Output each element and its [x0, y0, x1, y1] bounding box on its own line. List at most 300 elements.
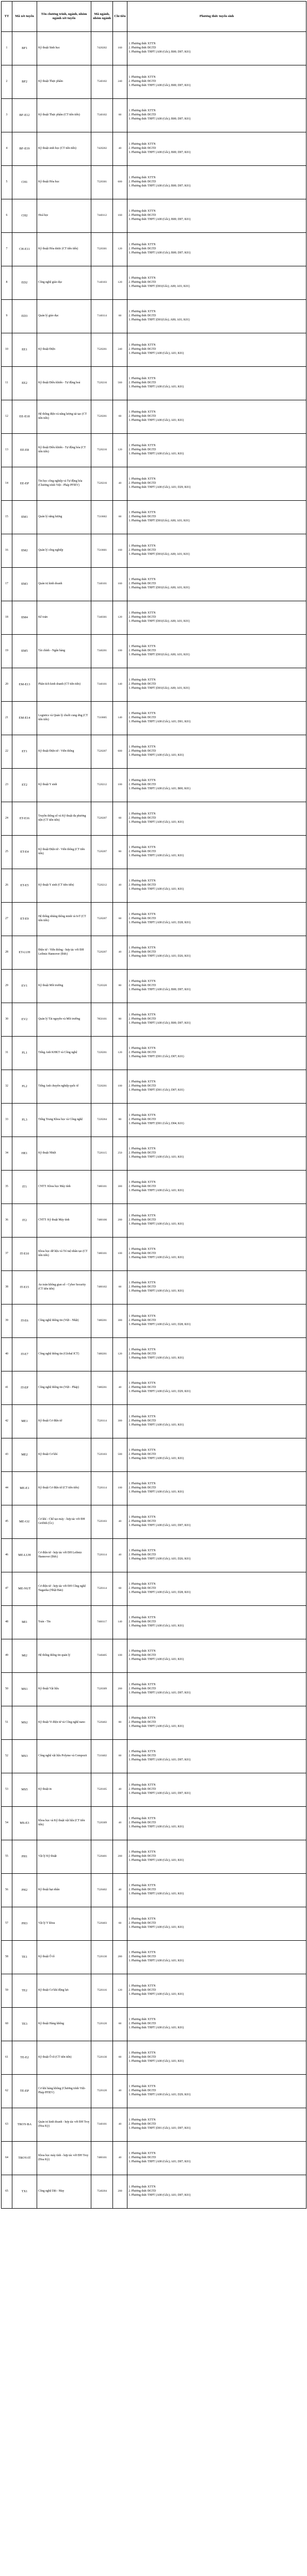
method-line: 2. Phương thức ĐGTD: [128, 1453, 156, 1456]
major-code: 7520105: [91, 1773, 113, 1807]
major-code: 7510602: [91, 501, 113, 534]
quota: 40: [113, 869, 127, 903]
quota: 60: [113, 903, 127, 936]
row-number: 13: [2, 434, 12, 467]
major-code: 7520309: [91, 1673, 113, 1706]
method-line: 3. Phương thức THPT (A00 (Gốc); A01; K01): [128, 1992, 184, 1996]
method-line: 2. Phương thức ĐGTD: [128, 314, 156, 318]
method-line: 3. Phương thức THPT (A00 (Gốc); A01; D28; K01): [128, 921, 191, 924]
table-row: [2, 802, 306, 836]
table-row: [2, 1204, 306, 1238]
method-line: 3. Phương thức THPT (A00 (Gốc); A01; D07; K01): [128, 1523, 191, 1527]
admission-methods: [127, 1238, 306, 1271]
program-name: Công nghệ thông tin (Global ICT): [37, 1338, 91, 1371]
method-line: 1. Phương thức XTTN: [128, 2085, 156, 2089]
admission-code: EE-E8: [12, 434, 37, 467]
table-row: [2, 1673, 306, 1706]
admission-code: IT-EP: [12, 1371, 37, 1405]
method-line: 3. Phương thức THPT (A00 (Gốc); A01; K01): [128, 820, 184, 824]
method-line: 3. Phương thức THPT (D01 (Gốc); D07; K01): [128, 1055, 184, 1058]
method-line: 3. Phương thức THPT (A00 (Gốc); B00; D07; K01): [128, 117, 191, 121]
row-number: 4: [2, 132, 12, 166]
table-row: [2, 1505, 306, 1539]
row-number: 38: [2, 1271, 12, 1304]
method-line: 2. Phương thức ĐGTD: [128, 1118, 156, 1122]
method-line: 3. Phương thức THPT (A00 (Gốc); B00; D07; K01): [128, 988, 191, 991]
row-number: 45: [2, 1505, 12, 1539]
row-number: 64: [2, 2142, 12, 2175]
program-name: Kỹ thuật Điện: [37, 333, 91, 367]
method-line: 3. Phương thức THPT (A00 (Gốc); A01; K01): [128, 1189, 184, 1192]
method-line: 1. Phương thức XTTN: [128, 1784, 156, 1787]
quota: 40: [113, 2108, 127, 2142]
table-row: [2, 1874, 306, 1907]
admission-methods: [127, 903, 306, 936]
quota: 100: [113, 1639, 127, 1673]
method-line: 1. Phương thức XTTN: [128, 277, 156, 280]
method-line: 3. Phương thức THPT (A00 (Gốc); A01; K01): [128, 351, 184, 355]
admission-methods: [127, 970, 306, 1003]
method-line: 2. Phương thức ĐGTD: [128, 884, 156, 887]
program-name: Logistics và Quản lý chuỗi cung ứng (CT tiên tiến): [37, 702, 91, 735]
quota: 80: [113, 970, 127, 1003]
admission-code: EM1: [12, 501, 37, 534]
table-row: [2, 32, 306, 65]
method-line: 2. Phương thức ĐGTD: [128, 783, 156, 787]
major-code: 7220204: [91, 1104, 113, 1137]
method-line: 1. Phương thức XTTN: [128, 310, 156, 314]
major-code: 7520207: [91, 802, 113, 836]
program-name: Quản lý công nghiệp: [37, 534, 91, 568]
program-name: Khoa học và Kỹ thuật vật liệu (CT tiên tiến): [37, 1807, 91, 1840]
method-line: 1. Phương thức XTTN: [128, 1549, 156, 1553]
admission-methods: [127, 1706, 306, 1740]
method-line: 1. Phương thức XTTN: [128, 511, 156, 515]
quota: 120: [113, 434, 127, 467]
row-number: 57: [2, 1907, 12, 1941]
admission-methods: [127, 735, 306, 769]
method-line: 3. Phương thức THPT (A00 (Gốc); B00; D07; K01): [128, 150, 191, 154]
program-name: Kỹ thuật Y sinh: [37, 769, 91, 802]
row-number: 47: [2, 1572, 12, 1606]
method-line: 2. Phương thức ĐGTD: [128, 549, 156, 552]
method-line: 2. Phương thức ĐGTD: [128, 1989, 156, 1992]
program-name: Kỹ thuật Nhiệt: [37, 1137, 91, 1171]
method-line: 2. Phương thức ĐGTD: [128, 1084, 156, 1088]
major-code: 7520114: [91, 1405, 113, 1438]
method-line: 3. Phương thức THPT (A00 (Gốc); A01; K01): [128, 1825, 184, 1828]
method-line: 3. Phương thức THPT (A00 (Gốc); A01; K01): [128, 1858, 184, 1862]
admission-methods: [127, 1070, 306, 1104]
table-row: [2, 601, 306, 635]
header-admission-methods: Phương thức tuyển sinh: [127, 2, 306, 32]
major-code: 7480201: [91, 1338, 113, 1371]
quota: 40: [113, 1807, 127, 1840]
program-name: Kỹ thuật Cơ điện tử (CT tiên tiến): [37, 1472, 91, 1505]
admission-methods: [127, 367, 306, 400]
method-line: 2. Phương thức ĐGTD: [128, 1754, 156, 1758]
major-code: 7520114: [91, 1572, 113, 1606]
table-row: [2, 1706, 306, 1740]
method-line: 1. Phương thức XTTN: [128, 1315, 156, 1318]
program-name: CNTT: Kỹ thuật Máy tính: [37, 1204, 91, 1238]
admission-code: MS-E3: [12, 1807, 37, 1840]
table-row: [2, 1740, 306, 1773]
table-row: [2, 1104, 306, 1137]
program-name: Cơ khí hàng không (Chương trình Việt-Pháp PFIEV): [37, 2075, 91, 2108]
program-name: Kỹ thuật Thực phẩm: [37, 65, 91, 99]
method-line: 1. Phương thức XTTN: [128, 1616, 156, 1620]
program-name: Kỹ thuật Hàng không: [37, 2008, 91, 2041]
admission-methods: [127, 1639, 306, 1673]
method-line: 2. Phương thức ĐGTD: [128, 1252, 156, 1256]
admission-methods: [127, 836, 306, 869]
method-line: 1. Phương thức XTTN: [128, 478, 156, 481]
method-line: 1. Phương thức XTTN: [128, 76, 156, 79]
admission-code: ET-E16: [12, 802, 37, 836]
table-row: [2, 568, 306, 601]
admission-code: EM4: [12, 601, 37, 635]
major-code: 7520301: [91, 166, 113, 199]
major-code: 7520309: [91, 1807, 113, 1840]
program-name: Kỹ thuật in: [37, 1773, 91, 1807]
major-code: 7420202: [91, 32, 113, 65]
quota: 120: [113, 1974, 127, 2008]
admission-code: TE-EP: [12, 2075, 37, 2108]
method-line: 2. Phương thức ĐGTD: [128, 1319, 156, 1323]
major-code: 7460117: [91, 1606, 113, 1639]
admission-methods: [127, 802, 306, 836]
method-line: 2. Phương thức ĐGTD: [128, 415, 156, 418]
admission-methods: [127, 568, 306, 601]
major-code: 7520216: [91, 367, 113, 400]
method-line: 3. Phương thức THPT (A00 (Gốc); A01; K01): [128, 1356, 184, 1360]
admission-methods: [127, 467, 306, 501]
method-line: 1. Phương thức XTTN: [128, 946, 156, 950]
major-code: 7510402: [91, 1740, 113, 1773]
program-name: Kỹ thuật Hóa dược (CT tiên tiến): [37, 233, 91, 266]
admission-methods: [127, 936, 306, 970]
table-row: [2, 534, 306, 568]
major-code: 7520201: [91, 400, 113, 434]
method-line: 1. Phương thức XTTN: [128, 1147, 156, 1151]
major-code: 7520130: [91, 2041, 113, 2075]
method-line: 2. Phương thức ĐGTD: [128, 1721, 156, 1724]
admission-methods: [127, 1974, 306, 2008]
method-line: 2. Phương thức ĐGTD: [128, 1285, 156, 1289]
admission-code: TE-E2: [12, 2041, 37, 2075]
quota: 40: [113, 132, 127, 166]
method-line: 3. Phương thức THPT (A00 (Gốc); A01; K01): [128, 385, 184, 388]
method-line: 2. Phương thức ĐGTD: [128, 1553, 156, 1557]
quota: 160: [113, 199, 127, 233]
major-code: 7220201: [91, 1037, 113, 1070]
method-line: 2. Phương thức ĐGTD: [128, 683, 156, 686]
method-line: 1. Phương thức XTTN: [128, 1348, 156, 1352]
method-line: 1. Phương thức XTTN: [128, 980, 156, 984]
table-row: [2, 166, 306, 199]
program-name: CNTT: Khoa học Máy tính: [37, 1171, 91, 1204]
row-number: 14: [2, 467, 12, 501]
table-row: [2, 1572, 306, 1606]
major-code: 7520116: [91, 1974, 113, 2008]
header-admission-code: Mã xét tuyển: [12, 2, 37, 32]
method-line: 1. Phương thức XTTN: [128, 143, 156, 146]
admission-code: ME-LUH: [12, 1539, 37, 1572]
program-name: Kỹ thuật Y sinh (CT tiên tiến): [37, 869, 91, 903]
admission-methods: [127, 166, 306, 199]
table-row: [2, 702, 306, 735]
row-number: 58: [2, 1941, 12, 1974]
admission-code: ME1: [12, 1405, 37, 1438]
table-row: [2, 333, 306, 367]
quota: 60: [113, 501, 127, 534]
admission-code: PH3: [12, 1907, 37, 1941]
quota: 120: [113, 233, 127, 266]
quota: 60: [113, 2041, 127, 2075]
method-line: 1. Phương thức XTTN: [128, 1851, 156, 1854]
method-line: 3. Phương thức THPT (A00 (Gốc); A01; K01): [128, 1925, 184, 1929]
admission-code: MS5: [12, 1773, 37, 1807]
program-name: Truyền thông số và Kỹ thuật đa phương tiện (CT tiên tiến): [37, 802, 91, 836]
method-line: 1. Phương thức XTTN: [128, 1951, 156, 1955]
major-code: 7520212: [91, 869, 113, 903]
program-name: Vật lý Y khoa: [37, 1907, 91, 1941]
method-line: 2. Phương thức ĐGTD: [128, 448, 156, 452]
program-name: Hệ thống thông tin quản lý: [37, 1639, 91, 1673]
admission-code: BF-E12: [12, 99, 37, 132]
method-line: 1. Phương thức XTTN: [128, 879, 156, 883]
row-number: 48: [2, 1606, 12, 1639]
method-line: 3. Phương thức THPT (D01 (Gốc); A01; D07; K01): [128, 2126, 191, 2130]
admission-code: ET-E5: [12, 869, 37, 903]
admission-code: ME2: [12, 1438, 37, 1472]
program-name: Hệ thống nhúng thông minh và IoT (CT tiên tiến): [37, 903, 91, 936]
admission-methods: [127, 1171, 306, 1204]
row-number: 40: [2, 1338, 12, 1371]
method-line: 3. Phương thức THPT (A00 (Gốc); A01; D07; K01): [128, 1791, 191, 1795]
program-name: Khoa học dữ liệu và Trí tuệ nhân tạo (CT tiên tiến): [37, 1238, 91, 1271]
method-line: 2. Phương thức ĐGTD: [128, 1520, 156, 1523]
table-row: [2, 936, 306, 970]
program-name: Công nghệ thông tin (Việt - Nhật): [37, 1304, 91, 1338]
admission-methods: [127, 1003, 306, 1037]
method-line: 3. Phương thức THPT (D01(Gốc); A00; A01; K01): [128, 653, 190, 656]
table-row: [2, 1907, 306, 1941]
quota: 40: [113, 1539, 127, 1572]
row-number: 33: [2, 1104, 12, 1137]
program-name: Công nghệ giáo dục: [37, 266, 91, 300]
major-code: 7520403: [91, 1907, 113, 1941]
program-name: Kỹ thuật Ô tô (CT tiên tiến): [37, 2041, 91, 2075]
program-name: Công nghệ thông tin (Việt - Pháp): [37, 1371, 91, 1405]
row-number: 21: [2, 702, 12, 735]
method-line: 2. Phương thức ĐGTD: [128, 46, 156, 50]
admission-code: EV2: [12, 1003, 37, 1037]
table-row: [2, 199, 306, 233]
table-row: [2, 1238, 306, 1271]
method-line: 2. Phương thức ĐGTD: [128, 1888, 156, 1892]
method-line: 3. Phương thức THPT (A00 (Gốc); A01; K01): [128, 887, 184, 891]
row-number: 28: [2, 936, 12, 970]
table-row: [2, 1472, 306, 1505]
method-line: 1. Phương thức XTTN: [128, 1047, 156, 1050]
method-line: 3. Phương thức THPT (D01 (Gốc); D04; K01): [128, 1122, 184, 1125]
major-code: 7540204: [91, 2175, 113, 2209]
method-line: 1. Phương thức XTTN: [128, 344, 156, 347]
admission-methods: [127, 1941, 306, 1974]
table-row: [2, 1639, 306, 1673]
row-number: 2: [2, 65, 12, 99]
table-row: [2, 266, 306, 300]
admission-methods: [127, 99, 306, 132]
method-line: 2. Phương thức ĐGTD: [128, 147, 156, 150]
program-name: Tiếng Anh KHKT và Công nghệ: [37, 1037, 91, 1070]
major-code: 7520216: [91, 467, 113, 501]
admission-code: IT1: [12, 1171, 37, 1204]
method-line: 2. Phương thức ĐGTD: [128, 1687, 156, 1691]
row-number: 60: [2, 2008, 12, 2041]
method-line: 1. Phương thức XTTN: [128, 1516, 156, 1519]
method-line: 3. Phương thức THPT (A00 (Gốc); A01; D29; K01): [128, 2093, 191, 2096]
admission-methods: [127, 1137, 306, 1171]
quota: 80: [113, 836, 127, 869]
method-line: 1. Phương thức XTTN: [128, 712, 156, 716]
admission-methods: [127, 199, 306, 233]
quota: 60: [113, 1907, 127, 1941]
method-line: 2. Phương thức ĐGTD: [128, 1018, 156, 1021]
quota: 200: [113, 1673, 127, 1706]
method-line: 2. Phương thức ĐGTD: [128, 2089, 156, 2093]
quota: 300: [113, 1171, 127, 1204]
table-row: [2, 467, 306, 501]
method-line: 1. Phương thức XTTN: [128, 745, 156, 749]
method-line: 3. Phương thức THPT (A00 (Gốc); A01; D26; K01): [128, 1557, 191, 1561]
method-line: 3. Phương thức THPT (A00 (Gốc); A01; D29; K01): [128, 485, 191, 489]
major-code: 7520301: [91, 233, 113, 266]
admission-methods: [127, 1572, 306, 1606]
quota: 120: [113, 266, 127, 300]
admission-code: PH2: [12, 1874, 37, 1907]
quota: 120: [113, 601, 127, 635]
program-name: Quản lý Tài nguyên và Môi trường: [37, 1003, 91, 1037]
method-line: 3. Phương thức THPT (A00 (Gốc); A01; D07; K01): [128, 2160, 191, 2163]
admission-methods: [127, 1104, 306, 1137]
table-row: [2, 1304, 306, 1338]
method-line: 3. Phương thức THPT (A00 (Gốc); A01; K01): [128, 1892, 184, 1895]
program-name: Kỹ thuật Sinh học: [37, 32, 91, 65]
method-line: 3. Phương thức THPT (A00 (Gốc); A01; K01): [128, 1490, 184, 1494]
method-line: 2. Phương thức ĐGTD: [128, 80, 156, 83]
admission-code: CH2: [12, 199, 37, 233]
method-line: 1. Phương thức XTTN: [128, 578, 156, 582]
admission-code: ME-NUT: [12, 1572, 37, 1606]
admission-methods: [127, 869, 306, 903]
quota: 140: [113, 1606, 127, 1639]
method-line: 3. Phương thức THPT (A00 (Gốc); A01; K01): [128, 1657, 184, 1661]
row-number: 65: [2, 2175, 12, 2209]
table-row: [2, 1137, 306, 1171]
method-line: 2. Phương thức ĐGTD: [128, 817, 156, 820]
method-line: 2. Phương thức ĐGTD: [128, 984, 156, 988]
quota: 60: [113, 1271, 127, 1304]
admission-code: EM-E13: [12, 668, 37, 702]
program-name: Cơ điện tử - hợp tác với ĐH Leibniz Hannover (Đức): [37, 1539, 91, 1572]
table-row: [2, 1539, 306, 1572]
quota: 40: [113, 936, 127, 970]
method-line: 2. Phương thức ĐGTD: [128, 1788, 156, 1791]
row-number: 3: [2, 99, 12, 132]
admission-methods: [127, 1304, 306, 1338]
method-line: 1. Phương thức XTTN: [128, 1918, 156, 1921]
major-code: 7340101: [91, 568, 113, 601]
major-code: 7480201: [91, 1371, 113, 1405]
method-line: 2. Phương thức ĐGTD: [128, 1386, 156, 1389]
program-name: Kỹ thuật Vật liệu: [37, 1673, 91, 1706]
admission-code: ED3: [12, 300, 37, 333]
program-name: Tiếng Trung Khoa học và Công nghệ: [37, 1104, 91, 1137]
admission-methods: [127, 32, 306, 65]
method-line: 1. Phương thức XTTN: [128, 210, 156, 213]
method-line: 1. Phương thức XTTN: [128, 1884, 156, 1888]
method-line: 2. Phương thức ĐGTD: [128, 482, 156, 485]
method-line: 2. Phương thức ĐGTD: [128, 1654, 156, 1657]
quota: 100: [113, 1070, 127, 1104]
method-line: 1. Phương thức XTTN: [128, 1181, 156, 1184]
quota: 120: [113, 1037, 127, 1070]
method-line: 3. Phương thức THPT (D01(Gốc); A00; A01; K01): [128, 686, 190, 690]
admission-code: TE2: [12, 1974, 37, 2008]
admission-code: BF2: [12, 65, 37, 99]
method-line: 2. Phương thức ĐGTD: [128, 1151, 156, 1155]
quota: 40: [113, 1371, 127, 1405]
major-code: 7520320: [91, 970, 113, 1003]
method-line: 1. Phương thức XTTN: [128, 779, 156, 783]
method-line: 3. Phương thức THPT (A00 (Gốc); A01; K01): [128, 418, 184, 422]
quota: 280: [113, 1941, 127, 1974]
admission-methods: [127, 1438, 306, 1472]
table-row: [2, 1438, 306, 1472]
quota: 60: [113, 400, 127, 434]
method-line: 2. Phương thức ĐGTD: [128, 381, 156, 385]
table-row: [2, 1840, 306, 1874]
major-code: 7220201: [91, 1070, 113, 1104]
row-number: 56: [2, 1874, 12, 1907]
method-line: 3. Phương thức THPT (A00 (Gốc); A01; K01): [128, 1423, 184, 1427]
method-line: 3. Phương thức THPT (D01(Gốc); A00; A01; K01): [128, 619, 190, 623]
major-code: 7340101: [91, 2108, 113, 2142]
quota: 40: [113, 1874, 127, 1907]
quota: 40: [113, 1505, 127, 1539]
admissions-table: [1, 1, 306, 2209]
admission-code: IT-E10: [12, 1238, 37, 1271]
method-line: 2. Phương thức ĐGTD: [128, 850, 156, 854]
admission-code: ED2: [12, 266, 37, 300]
method-line: 2. Phương thức ĐGTD: [128, 1620, 156, 1624]
admission-code: IT-E6: [12, 1304, 37, 1338]
admission-code: IT-E7: [12, 1338, 37, 1371]
admission-methods: [127, 2142, 306, 2175]
admission-code: TROY-BA: [12, 2108, 37, 2142]
admission-methods: [127, 1371, 306, 1405]
program-name: Hệ thống điện và năng lượng tái tạo (CT tiên tiến): [37, 400, 91, 434]
admission-code: MI2: [12, 1639, 37, 1673]
method-line: 3. Phương thức THPT (A00 (Gốc); A01; D28; K01): [128, 1323, 191, 1326]
program-name: Kỹ thuật Cơ khí: [37, 1438, 91, 1472]
program-name: Kỹ thuật Thực phẩm (CT tiên tiến): [37, 99, 91, 132]
program-name: Công nghệ vật liệu Polyme và Compozit: [37, 1740, 91, 1773]
method-line: 1. Phương thức XTTN: [128, 1985, 156, 1988]
